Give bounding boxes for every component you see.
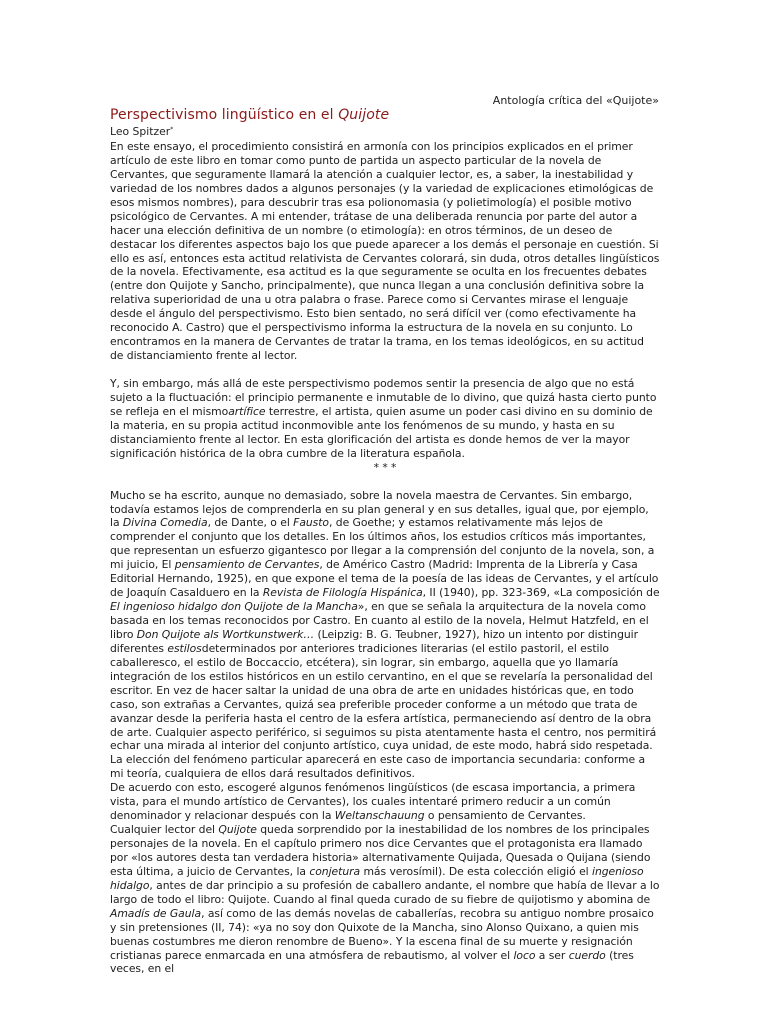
p3-text-a: Mucho se ha escrito, aunque no demasiado, sobre la novela maestra de Cervantes. Sin embargo, todavía estamos lejos de comprenderla en su plan general y en sus detalles, igual que, por ejemplo, la <box>110 488 649 530</box>
p3-text-g: , de Américo Castro (Madrid: Imprenta de la Librería y Casa Editorial Hernando, 1925), en que expone el tema de la poesía de las ideas de Cervantes, y el artículo de Joaquín Casalduero en la <box>110 558 659 600</box>
p2-text-a: Y, sin embargo, más allá de este perspectivismo podemos sentir la presencia de algo que no está sujeto a la fluctuación: el principio permanente e inmutable de lo divino, que quizá hasta cierto punto se refleja en el mismo <box>110 377 657 418</box>
paragraph-5 <box>110 823 660 976</box>
p3-italic-ingenioso-hidalgo: El ingenioso hidalgo don Quijote de la Mancha <box>110 600 358 614</box>
p3-text-e: , de Goethe; y estamos relativamente más lejos de comprender el conjunto que los detalles. En los últimos años, los estudios críticos más importantes, que representan un esfuerzo gigantesco por llegar a la comprensión del conjunto de la novela, son, a mi juicio, El <box>110 516 655 572</box>
p3-italic-divina-comedia: Divina Comedia <box>122 516 208 530</box>
author-name: Leo Spitzer <box>110 125 171 138</box>
p3-text-i: , II (1940), pp. 323-369, «La composición de <box>422 586 660 600</box>
p3-italic-fausto: Fausto <box>293 516 329 530</box>
p3-italic-estilos: estilos <box>167 641 202 655</box>
p2-text-c: terrestre, el artista, quien asume un poder casi divino en su dominio de la materia, en su propia actitud inconmovible ante los fenómenos de su mundo, y hasta en su distanciamiento frente al lector. En esta glorificación del artista es donde hemos de ver la mayor significación histórica de la obra cumbre de la literatura española. <box>110 404 653 460</box>
p5-italic-ingenioso-hidalgo: ingenioso hidalgo <box>110 864 644 892</box>
p5-text-i: , así como de las demás novelas de caballerías, recobra su antiguo nombre prosaico y sin pretensiones (II, 74): «ya no soy don Quixote de la Mancha, sino Alonso Quixano, a quien mis buenas costumbres me dieron renombre de Bueno». Y la escena final de su muerte y resignación cristianas parece enmarcada en una atmósfera de rebautismo, al volver el <box>110 906 654 962</box>
title-text: Perspectivismo lingüístico en el <box>110 107 339 123</box>
paragraph-3 <box>110 489 660 782</box>
paragraph-gap <box>110 363 660 377</box>
p3-text-o: determinados por anteriores tradiciones literarias (el estilo pastoril, el estilo caballeresco, el estilo de Boccaccio, etcétera), sin lograr, sin embargo, aquella que yo llamaría integración de los estilos históricos en un estilo cervantino, en el que se revelaría la personalidad del escritor. En vez de hacer saltar la unidad de una obra de arte en unidades históricas que, en todo caso, son extrañas a Cervantes, quizá sea preferible proceder conforme a un método que trata de avanzar desde la periferia hasta el centro de la esfera artística, permaneciendo así dentro de la obra de arte. Cualquier aspecto periférico, si seguimos su pista atentamente hasta el centro, nos permitirá echar una mirada al interior del conjunto artístico, cuya unidad, de este modo, habrá sido respetada. La elección del fenómeno particular aparecerá en este caso de importancia secundaria: conforme a mi teoría, cualquiera de ellos dará resultados definitivos. <box>110 641 657 781</box>
p5-italic-cuerdo: cuerdo <box>568 948 606 962</box>
p3-italic-revista: Revista de Filología Hispánica <box>262 586 423 600</box>
paragraph-4 <box>110 781 660 823</box>
title-italic: Quijote <box>338 107 390 123</box>
p5-text-g: , antes de dar principio a su profesión de caballero andante, el nombre que había de llevar a lo largo de todo el libro: Quijote. Cuando al final queda curado de su fiebre de quijotismo y abomina de <box>110 878 660 906</box>
paragraph-gap <box>110 475 660 489</box>
article-title <box>110 107 389 123</box>
footnote-mark: * <box>170 126 174 133</box>
p5-text-k: a ser <box>535 948 569 962</box>
p5-italic-amadis: Amadís de Gaula <box>110 906 202 920</box>
p3-italic-pensamiento: pensamiento de Cervantes <box>174 558 320 572</box>
p4-text-c: o pensamiento de Cervantes. <box>424 809 586 823</box>
p5-text-c: queda sorprendido por la inestabilidad de los nombres de los principales personajes de la novela. En el capítulo primero nos dice Cervantes que el protagonista era llamado por «los autores desta tan verdadera historia» alternativamente Quijada, Quesada o Quijana (siendo esta última, a juicio de Cervantes, la <box>110 823 651 878</box>
paragraph-2 <box>110 377 660 461</box>
p4-italic-weltanschauung: Weltanschauung <box>334 809 425 823</box>
running-header: Antología crítica del «Quijote» <box>492 94 659 107</box>
p5-italic-loco: loco <box>513 948 536 962</box>
paragraph-1: En este ensayo, el procedimiento consistirá en armonía con los principios explicados en el primer artículo de este libro en tomar como punto de partida un aspecto particular de la novela de Cervantes, que seguramente llamará la atención a cualquier lector, es, a saber, la inestabilidad y variedad de los nombres dados a algunos personajes (y la variedad de explicaciones etimológicas de esos mismos nombres), para descubrir tras esa polionomasia (y polietimología) el posible motivo psicológico de Cervantes. A mi entender, trátase de una deliberada renuncia por parte del autor a hacer una elección definitiva de un nombre (o etimología): en otros términos, de un deseo de destacar los diferentes aspectos bajo los que puede aparecer a los demás el personaje en cuestión. Si ello es así, entonces esta actitud relativista de Cervantes colorará, sin duda, otros detalles lingüísticos de la novela. Efectivamente, esa actitud es la que seguramente se oculta en los frecuentes debates (entre don Quijote y Sancho, principalmente), que nunca llegan a una conclusión definitiva sobre la relativa superioridad de una u otra palabra o frase. Parece como si Cervantes mirase el lenguaje desde el ángulo del perspectivismo. Esto bien sentado, no será difícil ver (como efectivamente ha reconocido A. Castro) que el perspectivismo informa la estructura de la novela en su conjunto. Lo encontramos en la manera de Cervantes de tratar la trama, en los temas ideológicos, en su actitud de distanciamiento frente al lector. <box>110 140 660 363</box>
p3-text-c: , de Dante, o el <box>207 516 294 530</box>
article-body <box>110 140 660 976</box>
p5-text-m: (tres veces, en el <box>110 948 634 976</box>
p5-text-e: más verosímil). De esta colección eligió el <box>360 864 592 878</box>
p3-text-k: », en que se señala la arquitectura de la novela como basada en los temas reconocidos por Castro. En cuanto al estilo de la novela, Helmut Hatzfeld, en el libro <box>110 600 649 641</box>
p3-italic-wortkunstwerk: Don Quijote als Wortkunstwerk… <box>136 627 315 641</box>
author-line <box>110 125 173 138</box>
p5-italic-quijote: Quijote <box>218 823 257 837</box>
p3-text-m: (Leipzig: B. G. Teubner, 1927), hizo un intento por distinguir diferentes <box>110 627 639 655</box>
p5-italic-conjetura: conjetura <box>309 864 361 878</box>
p4-text-a: De acuerdo con esto, escogeré algunos fenómenos lingüísticos (de escasa importancia, a primera vista, para el mundo artístico de Cervantes), los cuales intentaré primero reducir a un común denominador y relacionar después con la <box>110 781 636 823</box>
section-separator: * * * <box>373 460 397 474</box>
p2-italic-artifice: artífice <box>228 404 266 418</box>
p5-text-a: Cualquier lector del <box>110 823 219 837</box>
